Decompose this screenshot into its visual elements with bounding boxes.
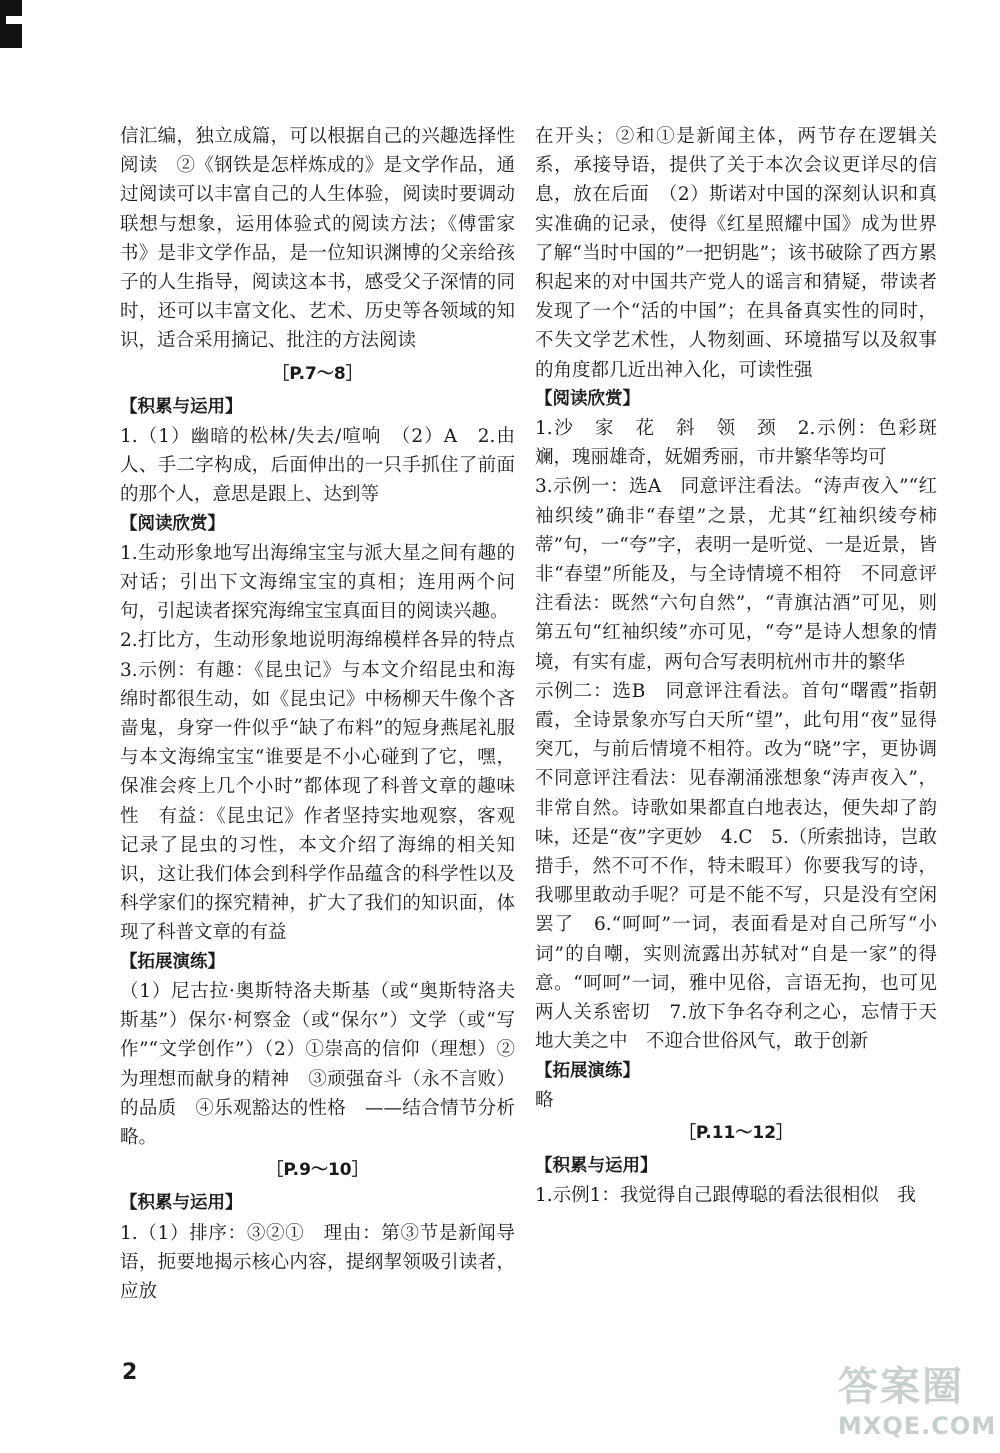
section-heading: 【阅读欣赏】 — [120, 513, 225, 534]
watermark-line1: 答案圈 — [838, 1364, 964, 1410]
answer-paragraph: 1.生动形象地写出海绵宝宝与派大星之间有趣的对话；引出下文海绵宝宝的真相；连用两个问句，引起读者探究海绵宝宝真面目的阅读兴趣。 — [120, 542, 515, 623]
answer-paragraph: 略 — [535, 1089, 554, 1111]
watermark-line2: MXQE.COM — [838, 1412, 997, 1440]
page-range-heading: ［P.11～12］ — [678, 1122, 794, 1143]
answer-paragraph: 2.打比方，生动形象地说明海绵模样各异的特点 3.示例：有趣：《昆虫记》与本文介绍昆虫和海绵时都很生动，如《昆虫记》中杨柳天牛像个吝啬鬼，身穿一件似乎“缺了布料”的短身燕尾礼服与本文海绵宝宝“谁要是不小心碰到了它，嘿，保准会疼上几个小时”都体现了科普文章的趣味性 有益：《昆虫记》作者坚持实地观察，客观记录了昆虫的习性，本文介绍了海绵的相关知识，这让我们体会到科学作品蕴含的科学性以及科学家们的探究精神，扩大了我们的知识面，体现了科普文章的有益 — [120, 630, 534, 944]
section-heading: 【积累与运用】 — [535, 1156, 658, 1177]
section-heading: 【积累与运用】 — [120, 396, 243, 417]
answer-paragraph: 示例二：选B 同意评注看法。首句“曙霞”指朝霞，全诗景象亦写白天所“望”，此句用“夜”显得突兀，与前后情境不相符。改为“晓”字，更协调 不同意评注看法：见春潮涌涨想象“涛声夜入”，非常自然。诗歌如果都直白地表达，便失却了韵味，还是“夜”字更妙 4.C 5.（所索拙诗，岂敢措手，然不可不作，特未暇耳）你要我写的诗，我哪里敢动手呢？可是不能不写，只是没有空闲罢了 6.“呵呵”一词，表面看是对自己所写“小词”的自嘲，实则流露出苏轼对“自是一家”的得意。“呵呵”一词，雅中见俗，言语无拘，也可见两人关系密切 7.放下争名夺利之心，忘情于天地大美之中 不迎合世俗风气，敢于创新 — [535, 680, 956, 1053]
section-heading: 【拓展演练】 — [535, 1060, 640, 1081]
left-column — [120, 122, 534, 1306]
answer-paragraph: 在开头；②和①是新闻主体，两节存在逻辑关系，承接导语，提供了关于本次会议更详尽的信息，放在后面 （2）斯诺对中国的深刻认识和真实准确的记录，使得《红星照耀中国》成为世界了解“当时中国的”一把钥匙”；该书破除了西方累积起来的对中国共产党人的谣言和猜疑，带读者发现了一个“活的中国”；在具备真实性的同时，不失文学艺术性，人物刻画、环境描写以及叙事的角度都几近出神入化，可读性强 — [535, 126, 937, 381]
page-range-heading: ［P.7～8］ — [272, 363, 363, 384]
section-heading: 【积累与运用】 — [120, 1193, 243, 1214]
section-heading: 【拓展演练】 — [120, 951, 225, 972]
watermark-logo — [838, 1355, 997, 1445]
answer-paragraph: 信汇编，独立成篇，可以根据自己的兴趣选择性阅读 ②《钢铁是怎样炼成的》是文学作品，通过阅读可以丰富自己的人生体验，阅读时要调动联想与想象，运用体验式的阅读方法；《傅雷家书》是非文学作品，是一位知识渊博的父亲给孩子的人生指导，阅读这本书，感受父子深情的同时，还可以丰富文化、艺术、历史等各领域的知识，适合采用摘记、批注的方法阅读 — [120, 126, 515, 352]
right-column — [535, 122, 956, 1211]
answer-paragraph: 1.示例1：我觉得自己跟傅聪的看法很相似 我 — [535, 1185, 916, 1207]
page-range-heading: ［P.9～10］ — [266, 1160, 369, 1181]
page-number: 2 — [122, 1360, 138, 1385]
corner-tab-mark — [0, 0, 22, 48]
answer-paragraph: 1.（1）排序：③②① 理由：第③节是新闻导语，扼要地揭示核心内容，提纲挈领吸引读者，应放 — [120, 1222, 515, 1302]
answer-paragraph: 3.示例一：选A 同意评注看法。“涛声夜入”“红袖织绫”确非“春望”之景，尤其“红袖织绫夸柿蒂”句，一“夸”字，表明一是听觉、一是近景，皆非“春望”所能及，与全诗情境不相符 不同意评注看法：既然“六句自然”，“青旗沽酒”可见，则第五句“红袖织绫”亦可见，“夸”是诗人想象的情境，有实有虚，两句合写表明杭州市井的繁华 — [535, 476, 937, 673]
answer-paragraph: （1）尼古拉·奥斯特洛夫斯基（或“奥斯特洛夫斯基”）保尔·柯察金（或“保尔”）文学（或“写作”“文学创作”）（2）①崇高的信仰（理想）②为理想而献身的精神 ③顽强奋斗（永不言败）的品质 ④乐观豁达的性格 ——结合情节分析略。 — [120, 980, 515, 1148]
answer-paragraph: 1.沙 家 花 斜 领 颈 2.示例：色彩斑斓，瑰丽雄奇，妩媚秀丽，市井繁华等均可 — [535, 418, 937, 469]
answer-paragraph: 1.（1）幽暗的松林/失去/喧响 （2）A 2.由人、手二字构成，后面伸出的一只手抓住了前面的那个人，意思是跟上、达到等 — [120, 426, 515, 506]
section-heading: 【阅读欣赏】 — [535, 388, 640, 409]
